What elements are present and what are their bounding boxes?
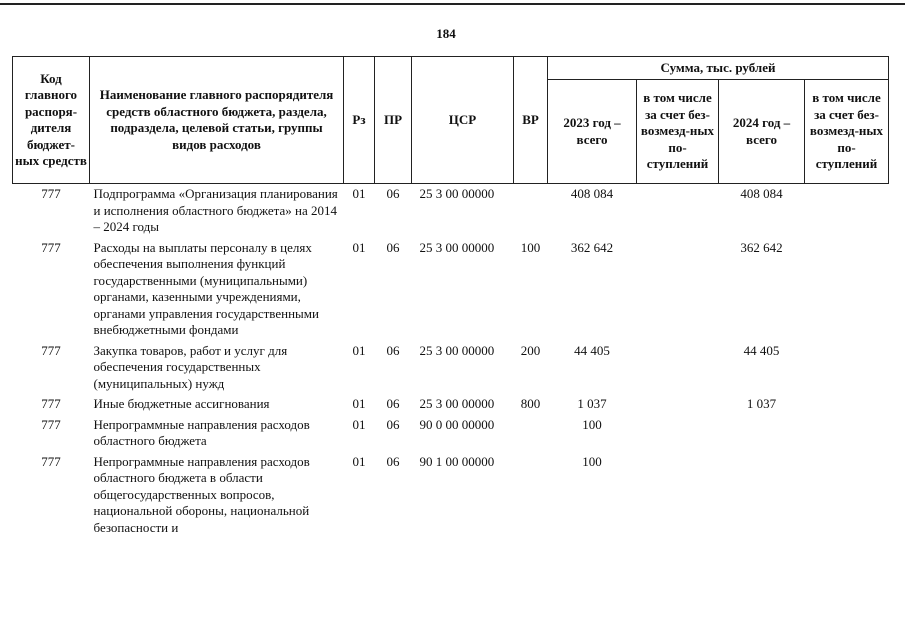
row-2023-total: 362 642 bbox=[570, 239, 614, 255]
row-rz: 01 bbox=[352, 396, 366, 411]
row-vr bbox=[514, 184, 548, 238]
row-pr: 06 bbox=[386, 453, 400, 469]
row-name: Закупка товаров, работ и услуг для обеспечения государственных (муниципальных) нужд bbox=[93, 342, 288, 391]
row-vr bbox=[514, 452, 548, 539]
row-2024-free bbox=[805, 394, 889, 415]
header-2024-total: 2024 год – всего bbox=[719, 80, 805, 184]
row-2023-total: 100 bbox=[582, 416, 602, 432]
header-2023-free: в том числе за счет без-возмезд-ных по-ступлений bbox=[637, 80, 719, 184]
row-2024-total bbox=[719, 415, 805, 452]
page-number: 184 bbox=[436, 26, 456, 41]
header-vr: ВР bbox=[514, 57, 548, 184]
row-code: 777 bbox=[41, 416, 61, 432]
table-row bbox=[13, 415, 889, 452]
row-rz: 01 bbox=[352, 342, 366, 358]
row-vr: 800 bbox=[520, 396, 541, 411]
row-2023-free bbox=[637, 341, 719, 395]
row-2024-free bbox=[805, 238, 889, 341]
row-2024-total: 408 084 bbox=[740, 186, 783, 201]
header-name: Наименование главного распорядителя средств областного бюджета, раздела, подраздела, целевой статьи, группы видов расходов bbox=[90, 57, 344, 184]
row-name: Иные бюджетные ассигнования bbox=[93, 396, 270, 411]
header-2023-total: 2023 год – всего bbox=[548, 80, 637, 184]
row-name: Непрограммные направления расходов областного бюджета в области общегосударственных вопросов, национальной обороны, национальной безопасности и bbox=[93, 453, 310, 535]
row-name: Непрограммные направления расходов областного бюджета bbox=[93, 416, 310, 448]
row-2023-free bbox=[637, 184, 719, 238]
budget-table bbox=[12, 56, 889, 538]
row-2024-total bbox=[719, 452, 805, 539]
row-vr: 100 bbox=[520, 239, 541, 255]
top-rule bbox=[0, 3, 905, 5]
row-csr: 25 3 00 00000 bbox=[419, 239, 495, 255]
row-2024-free bbox=[805, 452, 889, 539]
row-csr: 90 1 00 00000 bbox=[419, 453, 495, 469]
row-rz: 01 bbox=[352, 453, 366, 469]
table-body bbox=[13, 184, 889, 539]
row-name: Подпрограмма «Организация планирования и исполнения областного бюджета» на 2014 – 2024 годы bbox=[93, 186, 338, 234]
row-2023-free bbox=[637, 452, 719, 539]
row-name: Расходы на выплаты персоналу в целях обеспечения выполнения функций государственными (муниципальными) органами, казенными учреждениями, органами управления государственными внебюджетными фондами bbox=[93, 239, 319, 337]
row-csr: 90 0 00 00000 bbox=[419, 416, 495, 432]
row-code: 777 bbox=[41, 342, 61, 358]
row-pr: 06 bbox=[386, 239, 400, 255]
header-csr: ЦСР bbox=[412, 57, 514, 184]
header-2024-free: в том числе за счет без-возмезд-ных по-ступлений bbox=[805, 80, 889, 184]
row-2024-total: 44 405 bbox=[743, 342, 780, 358]
row-2023-free bbox=[637, 415, 719, 452]
row-2024-free bbox=[805, 184, 889, 238]
row-vr: 200 bbox=[520, 342, 541, 358]
row-pr: 06 bbox=[386, 342, 400, 358]
row-2024-total: 362 642 bbox=[740, 239, 783, 255]
header-code: Код главного распоря-дителя бюджет-ных средств bbox=[13, 57, 90, 184]
table-row bbox=[13, 184, 889, 238]
row-code: 777 bbox=[41, 239, 61, 255]
row-rz: 01 bbox=[352, 416, 366, 432]
row-2023-free bbox=[637, 238, 719, 341]
row-2023-total: 100 bbox=[582, 453, 602, 469]
row-pr: 06 bbox=[386, 416, 400, 432]
row-csr: 25 3 00 00000 bbox=[419, 396, 495, 411]
row-csr: 25 3 00 00000 bbox=[419, 342, 495, 358]
row-pr: 06 bbox=[386, 186, 400, 201]
row-code: 777 bbox=[41, 186, 61, 201]
header-rz: Рз bbox=[344, 57, 375, 184]
row-code: 777 bbox=[41, 396, 61, 411]
table-row bbox=[13, 394, 889, 415]
row-2024-free bbox=[805, 415, 889, 452]
row-rz: 01 bbox=[352, 186, 366, 201]
table-row bbox=[13, 452, 889, 539]
header-sum-group: Сумма, тыс. рублей bbox=[548, 57, 889, 80]
row-2023-free bbox=[637, 394, 719, 415]
table-row bbox=[13, 238, 889, 341]
row-2023-total: 44 405 bbox=[574, 342, 610, 358]
table-row bbox=[13, 341, 889, 395]
row-2023-total: 408 084 bbox=[570, 186, 614, 201]
row-2023-total: 1 037 bbox=[577, 396, 607, 411]
row-2024-total: 1 037 bbox=[746, 396, 777, 411]
row-csr: 25 3 00 00000 bbox=[419, 186, 495, 201]
header-pr: ПР bbox=[375, 57, 412, 184]
row-code: 777 bbox=[41, 453, 61, 469]
row-2024-free bbox=[805, 341, 889, 395]
row-rz: 01 bbox=[352, 239, 366, 255]
row-vr bbox=[514, 415, 548, 452]
row-pr: 06 bbox=[386, 396, 400, 411]
